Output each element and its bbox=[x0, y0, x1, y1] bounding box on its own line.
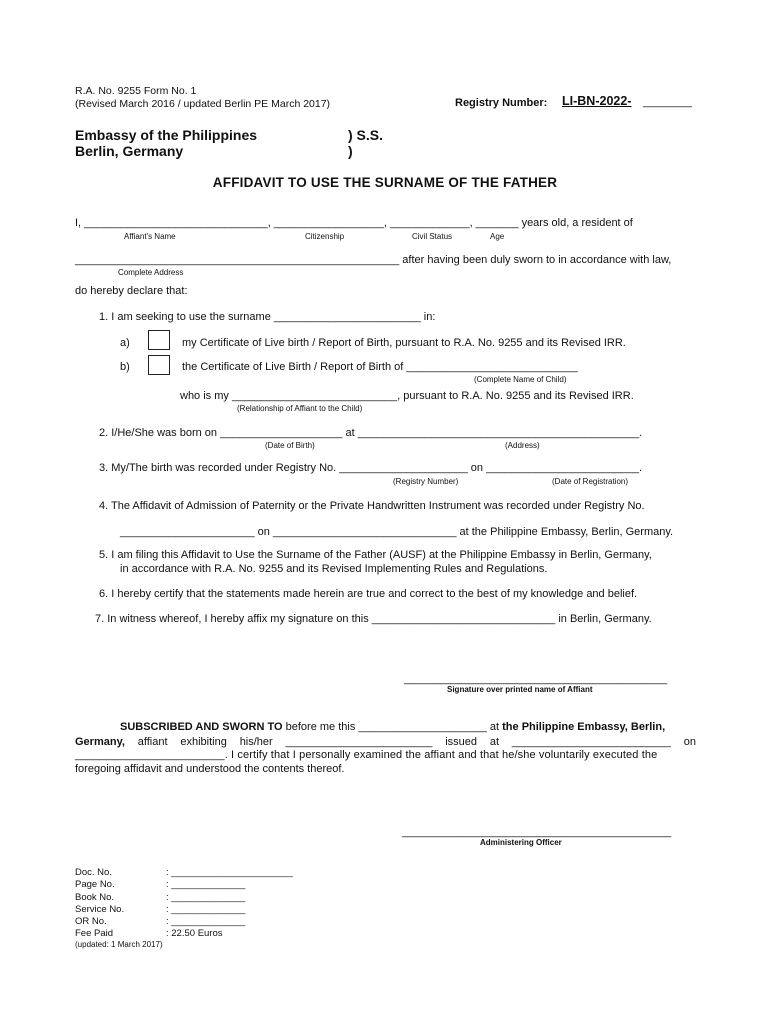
item-2[interactable]: 2. I/He/She was born on ____________________ at ______________________________________________. bbox=[99, 427, 643, 439]
affiant-signature-line[interactable]: ___________________________________________ bbox=[404, 673, 668, 685]
caption-affiant-name: Affiant's Name bbox=[124, 232, 176, 241]
caption-child-name: (Complete Name of Child) bbox=[474, 375, 567, 384]
caption-date-of-registration: (Date of Registration) bbox=[552, 477, 629, 486]
footer-or-no-value[interactable]: : ______________ bbox=[166, 916, 246, 927]
footer-page-no-value[interactable]: : ______________ bbox=[166, 879, 246, 890]
item-4: 4. The Affidavit of Admission of Paternity or the Private Handwritten Instrument was recorded under Registry No. bbox=[99, 500, 645, 512]
footer-service-no-label: Service No. bbox=[75, 904, 125, 915]
declare-line: do hereby declare that: bbox=[75, 285, 188, 297]
page-title: AFFIDAVIT TO USE THE SURNAME OF THE FATHER bbox=[212, 175, 558, 190]
item-5: 5. I am filing this Affidavit to Use the Surname of the Father (AUSF) at the Philippine Embassy in Berlin, Germany, bbox=[99, 549, 652, 561]
venue-embassy: Embassy of the Philippines bbox=[75, 127, 258, 143]
registry-number-label: Registry Number: bbox=[455, 97, 548, 109]
option-b-text[interactable]: the Certificate of Live Birth / Report of Birth of ____________________________ bbox=[182, 361, 578, 373]
footer-doc-no-label: Doc. No. bbox=[75, 867, 112, 878]
caption-age: Age bbox=[490, 232, 505, 241]
footer-fee-paid-label: Fee Paid bbox=[75, 928, 114, 939]
option-b-relationship[interactable]: who is my ___________________________, pursuant to R.A. No. 9255 and its Revised IRR. bbox=[180, 390, 634, 402]
jurat-line-4: foregoing affidavit and understood the contents thereof. bbox=[75, 763, 345, 775]
caption-relationship: (Relationship of Affiant to the Child) bbox=[237, 404, 363, 413]
officer-signature-line[interactable]: ____________________________________________ bbox=[402, 826, 672, 838]
item-6: 6. I hereby certify that the statements made herein are true and correct to the best of my knowledge and belief. bbox=[99, 588, 638, 600]
jurat-line-2 bbox=[75, 735, 696, 749]
venue-ss: ) S.S. bbox=[348, 127, 384, 143]
footer-service-no-value[interactable]: : ______________ bbox=[166, 904, 246, 915]
item-3[interactable]: 3. My/The birth was recorded under Registry No. _____________________ on _________________________. bbox=[99, 462, 643, 474]
option-a-checkbox[interactable] bbox=[148, 330, 170, 350]
caption-civil-status: Civil Status bbox=[412, 232, 453, 241]
revision-note: (Revised March 2016 / updated Berlin PE March 2017) bbox=[75, 98, 331, 110]
jurat-germany: Germany, bbox=[75, 736, 125, 748]
footer-updated-note: (updated: 1 March 2017) bbox=[75, 940, 163, 949]
footer-book-no-label: Book No. bbox=[75, 892, 115, 903]
caption-registry-number: (Registry Number) bbox=[393, 477, 459, 486]
footer-fee-paid-value: : 22.50 Euros bbox=[166, 928, 223, 939]
footer-page-no-label: Page No. bbox=[75, 879, 115, 890]
registry-number-value[interactable]: LI-BN-2022- bbox=[562, 94, 632, 108]
item-4-registry-line[interactable]: ______________________ on ______________________________ at the Philippine Embassy, Berlin, Germany. bbox=[120, 526, 674, 538]
venue-city: Berlin, Germany bbox=[75, 143, 184, 159]
item-5-continued: in accordance with R.A. No. 9255 and its Revised Implementing Rules and Regulations. bbox=[120, 563, 548, 575]
jurat-subscribed: SUBSCRIBED AND SWORN TO bbox=[120, 721, 283, 733]
caption-complete-address: Complete Address bbox=[118, 268, 184, 277]
jurat-date-blank[interactable]: before me this _____________________ at bbox=[282, 721, 503, 733]
footer-doc-no-value[interactable]: : _______________________ bbox=[166, 867, 293, 878]
form-number: R.A. No. 9255 Form No. 1 bbox=[75, 85, 197, 97]
caption-citizenship: Citizenship bbox=[305, 232, 345, 241]
caption-address: (Address) bbox=[505, 441, 540, 450]
jurat-place: the Philippine Embassy, Berlin, bbox=[502, 721, 666, 733]
jurat-line-1 bbox=[120, 721, 665, 733]
option-a-text: my Certificate of Live birth / Report of Birth, pursuant to R.A. No. 9255 and its Revised IRR. bbox=[182, 337, 626, 349]
option-a-label: a) bbox=[120, 337, 130, 349]
officer-signature-label: Administering Officer bbox=[480, 838, 562, 847]
venue-ss-bracket: ) bbox=[348, 143, 353, 159]
item-1[interactable]: 1. I am seeking to use the surname ________________________ in: bbox=[99, 311, 436, 323]
option-b-checkbox[interactable] bbox=[148, 355, 170, 375]
jurat-line-3[interactable]: ________________________. I certify that I personally examined the affiant and that he/she voluntarily executed the bbox=[75, 749, 658, 761]
affiant-line[interactable]: I, ______________________________, __________________, _____________, _______ years old, a resident of bbox=[75, 217, 633, 229]
option-b-label: b) bbox=[120, 361, 130, 373]
jurat-id-issued[interactable]: affiant exhibiting his/her ________________________ issued at __________________________ on bbox=[124, 736, 696, 748]
registry-number-blank: ________ bbox=[643, 96, 692, 108]
caption-date-of-birth: (Date of Birth) bbox=[265, 441, 315, 450]
footer-book-no-value[interactable]: : ______________ bbox=[166, 892, 246, 903]
item-7[interactable]: 7. In witness whereof, I hereby affix my signature on this ______________________________ in Berlin, Germany. bbox=[95, 613, 652, 625]
affiant-signature-label: Signature over printed name of Affiant bbox=[447, 685, 593, 694]
footer-or-no-label: OR No. bbox=[75, 916, 107, 927]
address-line[interactable]: _____________________________________________________ after having been duly sworn to in accordance with law, bbox=[75, 254, 672, 266]
